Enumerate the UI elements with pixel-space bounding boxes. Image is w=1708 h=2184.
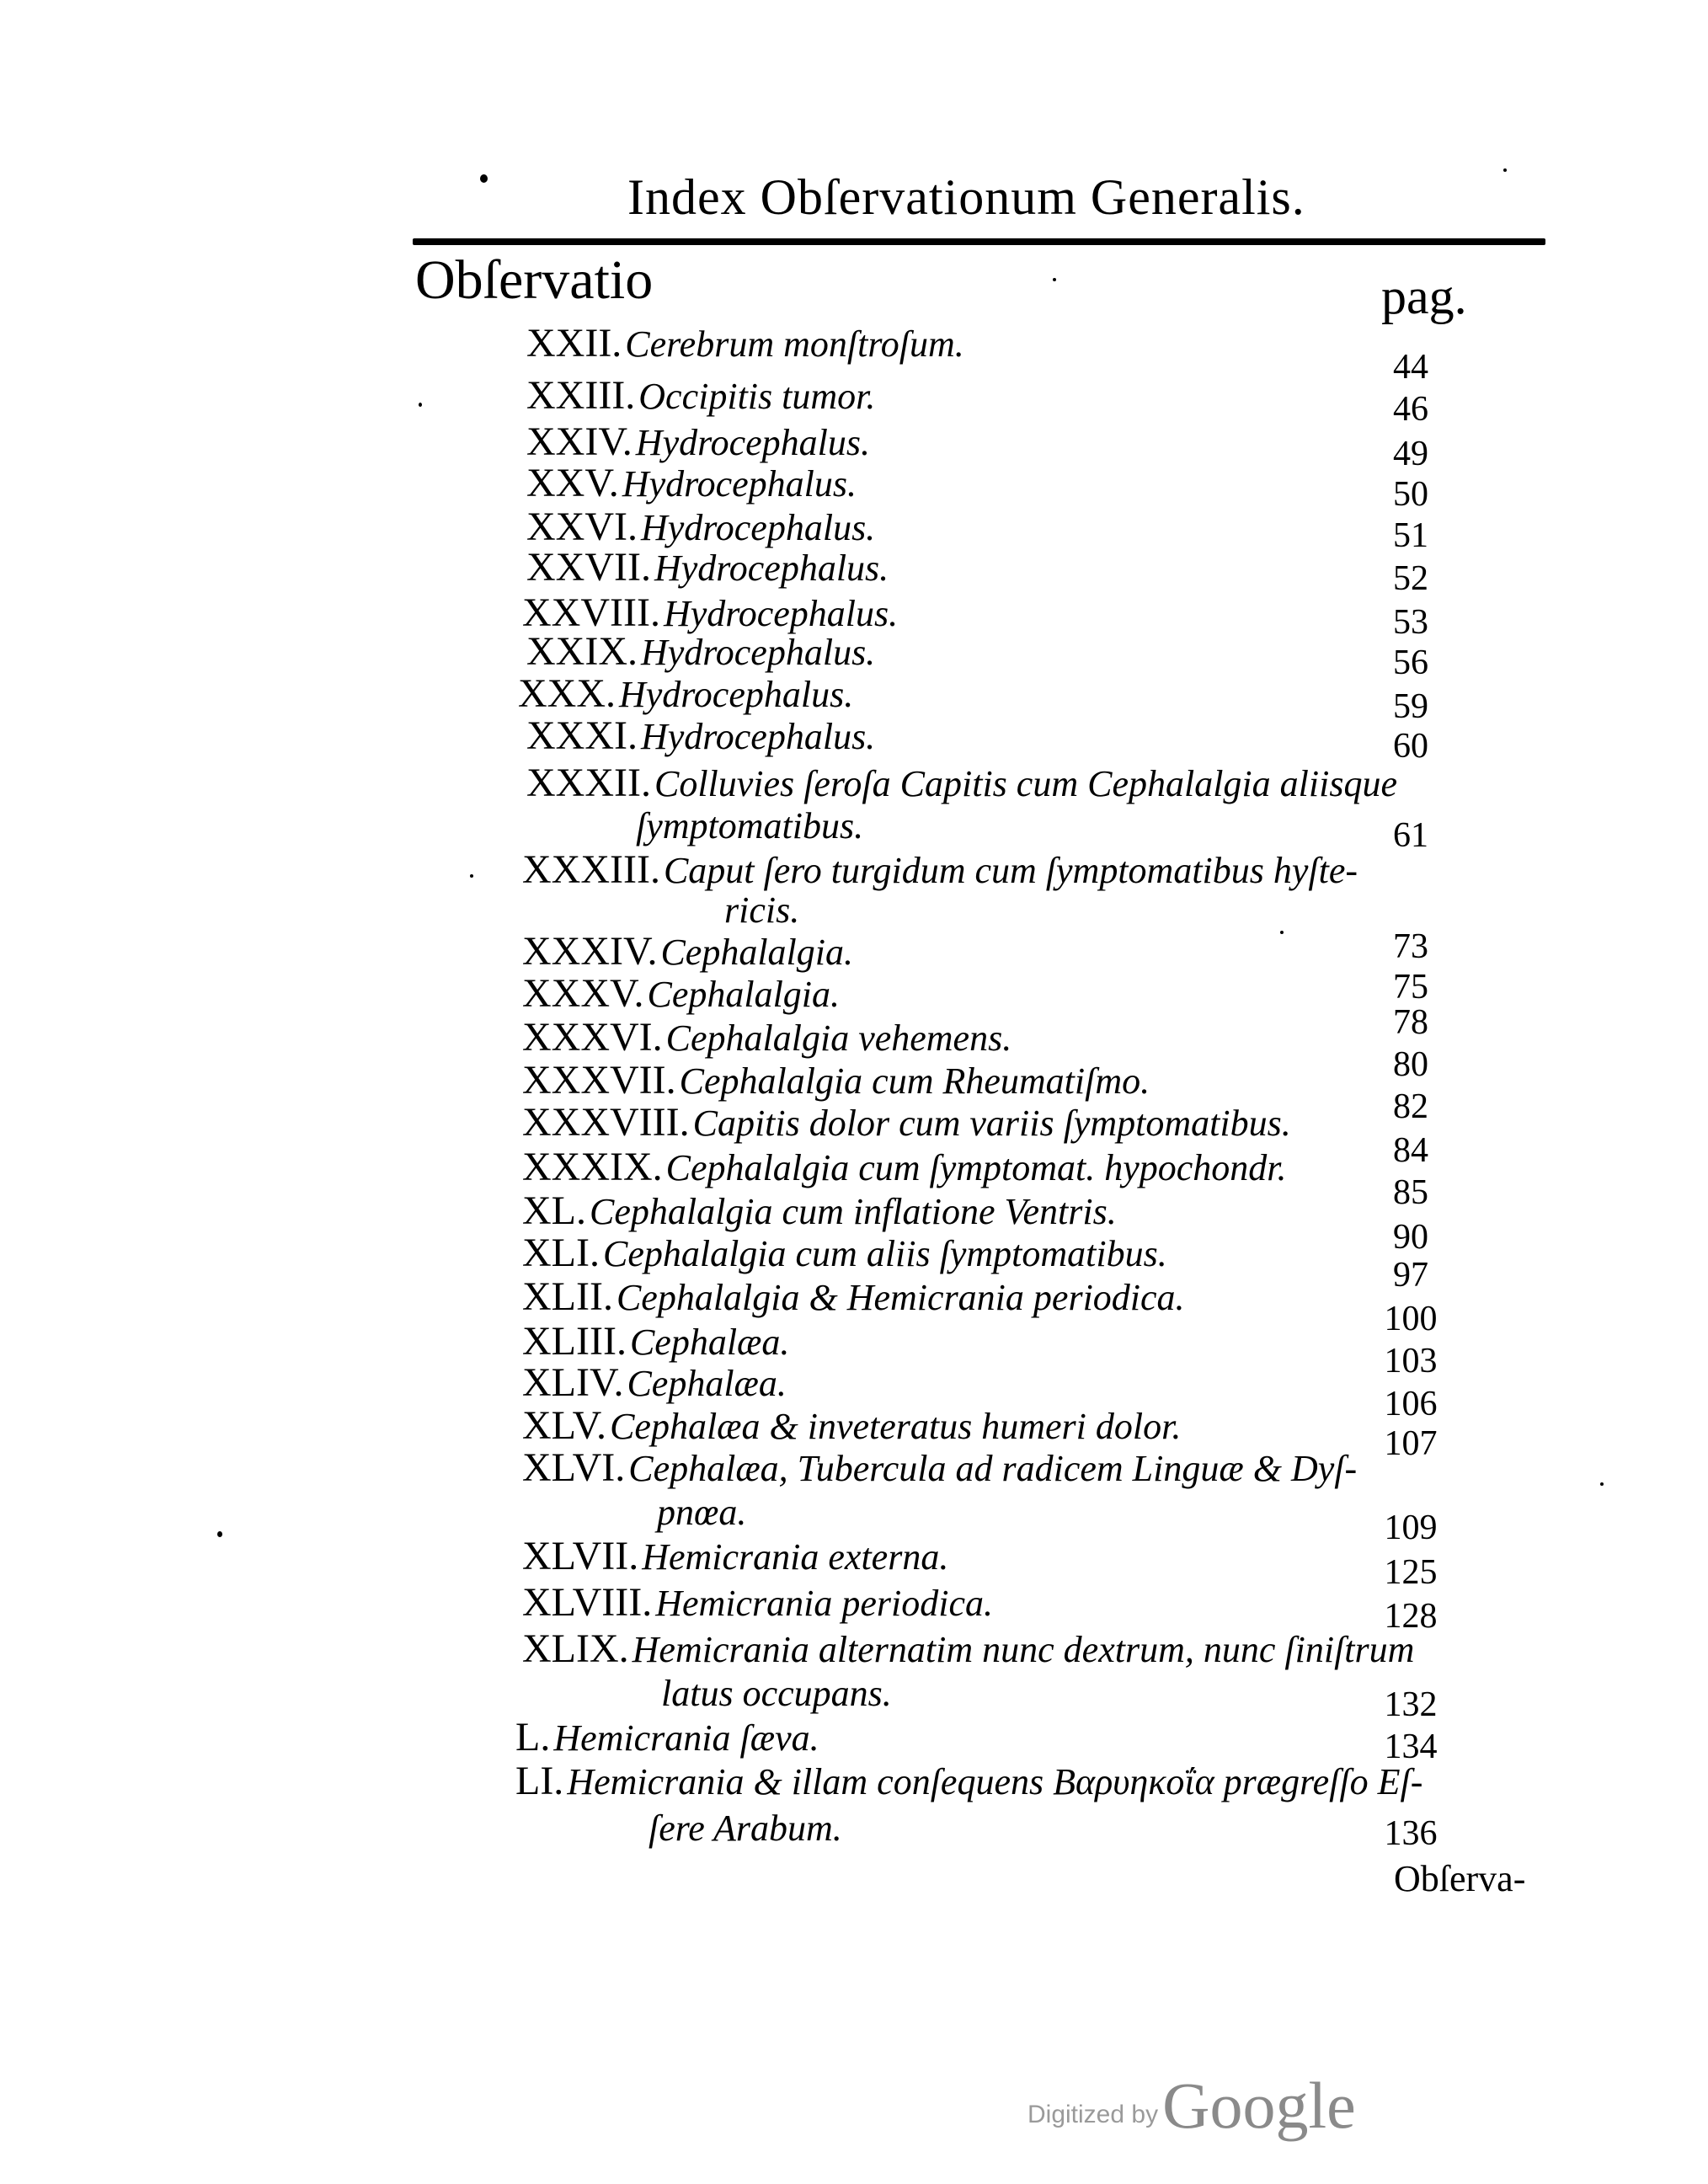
index-entry — [526, 628, 875, 675]
entry-number: XLVI. — [522, 1445, 626, 1490]
catchword: Obſerva- — [1394, 1858, 1526, 1899]
entry-page: 52 — [1393, 559, 1428, 598]
entry-number: XXVIII. — [522, 590, 660, 635]
index-entry — [515, 1714, 819, 1760]
entry-title: Cephalalgia cum aliis ſymptomatibus. — [602, 1233, 1167, 1274]
entry-number: XXII. — [526, 321, 622, 366]
entry-page: 78 — [1393, 1003, 1428, 1042]
digitized-by-label: Digitized by — [1027, 2101, 1159, 2128]
entry-title: Cephalalgia & Hemicrania periodica. — [616, 1277, 1185, 1318]
entry-page: 53 — [1393, 603, 1428, 642]
entry-number: XXXV. — [522, 971, 644, 1016]
scan-speck — [1053, 278, 1056, 281]
entry-page: 49 — [1393, 435, 1428, 473]
entry-page: 103 — [1384, 1342, 1438, 1380]
entry-page: 59 — [1393, 687, 1428, 726]
entry-number: XXXVI. — [522, 1015, 663, 1060]
entry-title: Hemicrania externa. — [642, 1536, 949, 1578]
digitized-by-google-watermark — [1027, 2068, 1356, 2144]
index-entry — [522, 1230, 1167, 1276]
entry-number: XXV. — [526, 461, 619, 505]
entry-number: XXIX. — [526, 629, 638, 674]
index-entry — [526, 320, 964, 366]
index-entry — [522, 1188, 1117, 1234]
entry-title: Cephalalgia. — [660, 932, 854, 973]
entry-title: Hydrocephalus. — [619, 674, 854, 715]
entry-page: 73 — [1393, 927, 1428, 966]
index-entry — [522, 1318, 789, 1364]
entry-title: Cephalalgia vehemens. — [665, 1017, 1012, 1059]
index-entry — [526, 544, 889, 590]
entry-number: XXXVII. — [522, 1058, 676, 1103]
index-entry — [522, 1402, 1181, 1449]
entry-title: Hydrocephalus. — [640, 507, 876, 548]
entry-page: 50 — [1393, 475, 1428, 514]
entry-number: XXXII. — [526, 761, 651, 805]
entry-title: Occipitis tumor. — [638, 376, 876, 417]
entry-page: 56 — [1393, 643, 1428, 682]
entry-page: 97 — [1393, 1256, 1428, 1295]
entry-title-continuation: ſymptomatibus. — [636, 805, 864, 846]
index-entry — [526, 760, 1397, 806]
entry-title: Hemicrania ſæva. — [553, 1717, 819, 1759]
page-title: Index Obſervationum Generalis. — [627, 169, 1305, 225]
scan-speck — [1600, 1482, 1604, 1486]
entry-title: Cephalalgia cum ſymptomat. hypochondr. — [665, 1147, 1287, 1188]
entry-page: 85 — [1393, 1173, 1428, 1212]
entry-page: 107 — [1384, 1424, 1438, 1463]
index-entry — [522, 1533, 948, 1579]
entry-number: XLVII. — [522, 1534, 639, 1578]
entry-page: 51 — [1393, 516, 1428, 555]
entry-title: Cephalæa & inveteratus humeri dolor. — [610, 1406, 1182, 1447]
entry-number: XLII. — [522, 1274, 613, 1319]
index-entry — [526, 372, 875, 419]
scan-speck — [470, 874, 473, 878]
entry-number: XXXIII. — [522, 847, 660, 892]
entry-title: Cerebrum monſtroſum. — [625, 323, 964, 365]
entry-page: 100 — [1384, 1300, 1438, 1338]
entry-page: 84 — [1393, 1131, 1428, 1170]
entry-number: XXIV. — [526, 419, 632, 464]
entry-page: 136 — [1384, 1814, 1438, 1853]
entry-number: XLI. — [522, 1231, 600, 1275]
scan-speck — [217, 1531, 222, 1537]
index-entry — [515, 1758, 1422, 1804]
entry-title: Cephalæa, Tubercula ad radicem Linguæ & Dyſ- — [628, 1448, 1358, 1489]
entry-number: XXVII. — [526, 545, 651, 590]
entry-number: XXIII. — [526, 373, 636, 418]
entry-title: Hydrocephalus. — [622, 463, 857, 505]
entry-number: LI. — [515, 1759, 564, 1803]
entry-number: XXX. — [518, 671, 616, 716]
scan-speck — [1280, 931, 1284, 934]
entry-page: 109 — [1384, 1509, 1438, 1547]
entry-page: 128 — [1384, 1597, 1438, 1636]
index-entry — [522, 846, 1358, 893]
index-entry — [522, 1444, 1357, 1491]
google-logo: Google — [1162, 2069, 1356, 2142]
index-entry — [526, 419, 870, 465]
entry-page: 75 — [1393, 968, 1428, 1007]
entry-title: Hemicrania alternatim nunc dextrum, nunc ſiniſtrum — [632, 1629, 1415, 1670]
entry-page: 132 — [1384, 1685, 1438, 1724]
entry-title: Cephalalgia cum inflatione Ventris. — [589, 1191, 1117, 1232]
index-entry — [522, 1626, 1414, 1672]
entry-title: Caput ſero turgidum cum ſymptomatibus hyſte- — [663, 850, 1358, 891]
entry-title: Hydrocephalus. — [663, 593, 899, 634]
entry-title: Hydrocephalus. — [640, 716, 876, 757]
entry-title: Colluvies ſeroſa Capitis cum Cephalalgia aliisque — [654, 763, 1397, 804]
entry-number: XXXIX. — [522, 1145, 663, 1189]
index-entry — [522, 1359, 787, 1406]
entry-page: 46 — [1393, 390, 1428, 429]
entry-page: 106 — [1384, 1385, 1438, 1423]
entry-title-continuation: ricis. — [724, 889, 800, 931]
index-entry — [526, 713, 875, 759]
column-heading-page: pag. — [1381, 269, 1467, 324]
entry-title: Hemicrania & illam conſequens Βαρυηκοΐα prægreſſo Eſ- — [567, 1761, 1423, 1802]
entry-number: XXXVIII. — [522, 1100, 690, 1145]
column-heading-observatio: Obſervatio — [415, 249, 654, 311]
entry-title: Capitis dolor cum variis ſymptomatibus. — [692, 1103, 1291, 1144]
entry-title: Cephalæa. — [627, 1363, 787, 1404]
entry-number: XLIV. — [522, 1360, 624, 1405]
entry-title: Hemicrania periodica. — [655, 1583, 994, 1624]
entry-number: XXXI. — [526, 713, 638, 758]
entry-number: XL. — [522, 1188, 586, 1233]
index-entry — [522, 1014, 1011, 1060]
entry-number: XLVIII. — [522, 1580, 653, 1625]
entry-number: XXXIV. — [522, 929, 658, 974]
entry-page: 134 — [1384, 1727, 1438, 1766]
entry-number: XLIX. — [522, 1626, 629, 1671]
entry-number: XXVI. — [526, 505, 638, 549]
scan-speck — [419, 403, 422, 407]
index-entry — [522, 970, 840, 1017]
entry-title: Hydrocephalus. — [654, 547, 889, 589]
index-entry — [522, 1099, 1291, 1145]
entry-number: L. — [515, 1715, 551, 1759]
entry-page: 125 — [1384, 1553, 1438, 1592]
entry-page: 90 — [1393, 1218, 1428, 1257]
entry-page: 61 — [1393, 816, 1428, 855]
entry-number: XLIII. — [522, 1319, 627, 1364]
index-entry — [526, 504, 875, 550]
entry-page: 80 — [1393, 1045, 1428, 1084]
entry-title: Hydrocephalus. — [635, 422, 870, 463]
entry-title-continuation: latus occupans. — [661, 1673, 892, 1714]
index-entry — [526, 460, 857, 506]
header-rule — [413, 238, 1545, 245]
entry-title: Cephalæa. — [629, 1322, 790, 1363]
entry-page: 60 — [1393, 727, 1428, 766]
entry-title: Hydrocephalus. — [640, 632, 876, 673]
scan-speck — [480, 174, 488, 183]
entry-page: 82 — [1393, 1087, 1428, 1126]
entry-title-continuation: pnœa. — [657, 1492, 747, 1533]
entry-number: XLV. — [522, 1403, 607, 1448]
entry-page: 44 — [1393, 348, 1428, 387]
entry-title-continuation: ſere Arabum. — [649, 1808, 842, 1849]
index-entry — [522, 1057, 1150, 1103]
index-entry — [522, 1274, 1185, 1320]
scan-speck — [1503, 168, 1507, 172]
entry-title: Cephalalgia. — [647, 974, 841, 1015]
entry-title: Cephalalgia cum Rheumatiſmo. — [679, 1060, 1150, 1102]
index-entry — [518, 670, 853, 717]
index-entry — [522, 1579, 993, 1626]
index-entry — [522, 1144, 1287, 1190]
index-entry — [522, 928, 853, 975]
